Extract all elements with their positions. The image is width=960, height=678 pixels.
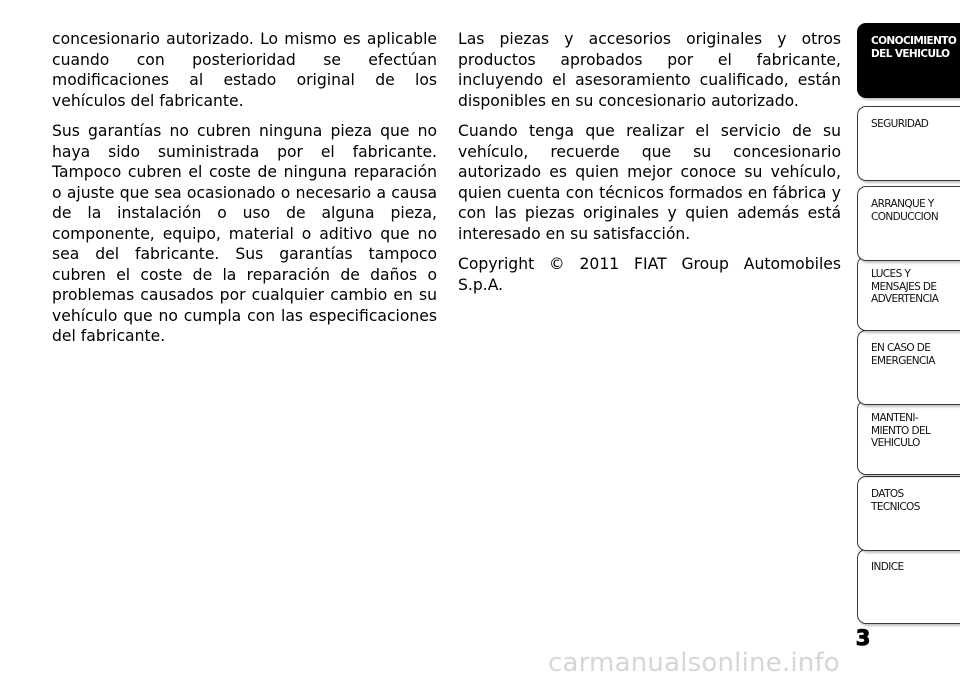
tab-luces-y-mensajes[interactable] xyxy=(857,256,960,331)
paragraph: Cuando tenga que realizar el servicio de su vehículo, recuerde que su concesionario autorizado es quien mejor conoce su vehículo, quien cuenta con técnicos formados en fábrica y con las piezas originales y quien además está interesado en su satisfacción. xyxy=(458,122,841,243)
paragraph: Las piezas y accesorios originales y otros productos aprobados por el fabricante, incluyendo el asesoramiento cualificado, están disponibles en su concesionario autorizado. xyxy=(458,30,841,110)
copyright-text: Copyright © 2011 FIAT Group Automobiles S.p.A. xyxy=(458,255,841,294)
tab-label: SEGURIDAD xyxy=(871,118,929,130)
tab-arranque-y-conduccion[interactable] xyxy=(857,186,960,261)
tab-label: MANTENI- MIENTO DEL VEHICULO xyxy=(871,412,931,449)
section-tabs xyxy=(857,0,960,640)
paragraph: Sus garantías no cubren ninguna pieza que no haya sido suministrada por el fabricante. Tampoco cubren el coste de ninguna reparación o ajuste que sea ocasionado o necesario a causa de la instalación o uso de alguna pieza, componente, equipo, material o aditivo que no sea del fabricante. Sus garantías tampoco cubren el coste de la reparación de daños o problemas causados por cualquier cambio en su vehículo que no cumpla con las especificaciones del fabricante. xyxy=(52,122,437,345)
paragraph: concesionario autorizado. Lo mismo es aplicable cuando con posterioridad se efectúan modificaciones al estado original de los vehículos del fabricante. xyxy=(52,30,437,110)
tab-label: ARRANQUE Y CONDUCCION xyxy=(871,198,939,223)
tab-datos-tecnicos[interactable] xyxy=(857,476,960,551)
tab-indice[interactable] xyxy=(857,549,960,624)
left-text-column xyxy=(52,29,437,357)
tab-label: INDICE xyxy=(871,561,904,573)
tab-label: CONOCIMIENTO DEL VEHICULO xyxy=(871,35,957,60)
tab-en-caso-de-emergencia[interactable] xyxy=(857,330,960,405)
watermark: carmanualsonline.info xyxy=(548,648,840,678)
right-text-column xyxy=(458,29,841,305)
tab-label: LUCES Y MENSAJES DE ADVERTENCIA xyxy=(871,268,939,305)
page-number: 3 xyxy=(855,626,871,650)
tab-seguridad[interactable] xyxy=(857,106,960,181)
tab-mantenimiento-del-vehiculo[interactable] xyxy=(857,400,960,475)
tab-conocimiento-del-vehiculo[interactable] xyxy=(857,23,960,98)
tab-label: EN CASO DE EMERGENCIA xyxy=(871,342,935,367)
tab-label: DATOS TECNICOS xyxy=(871,488,920,513)
